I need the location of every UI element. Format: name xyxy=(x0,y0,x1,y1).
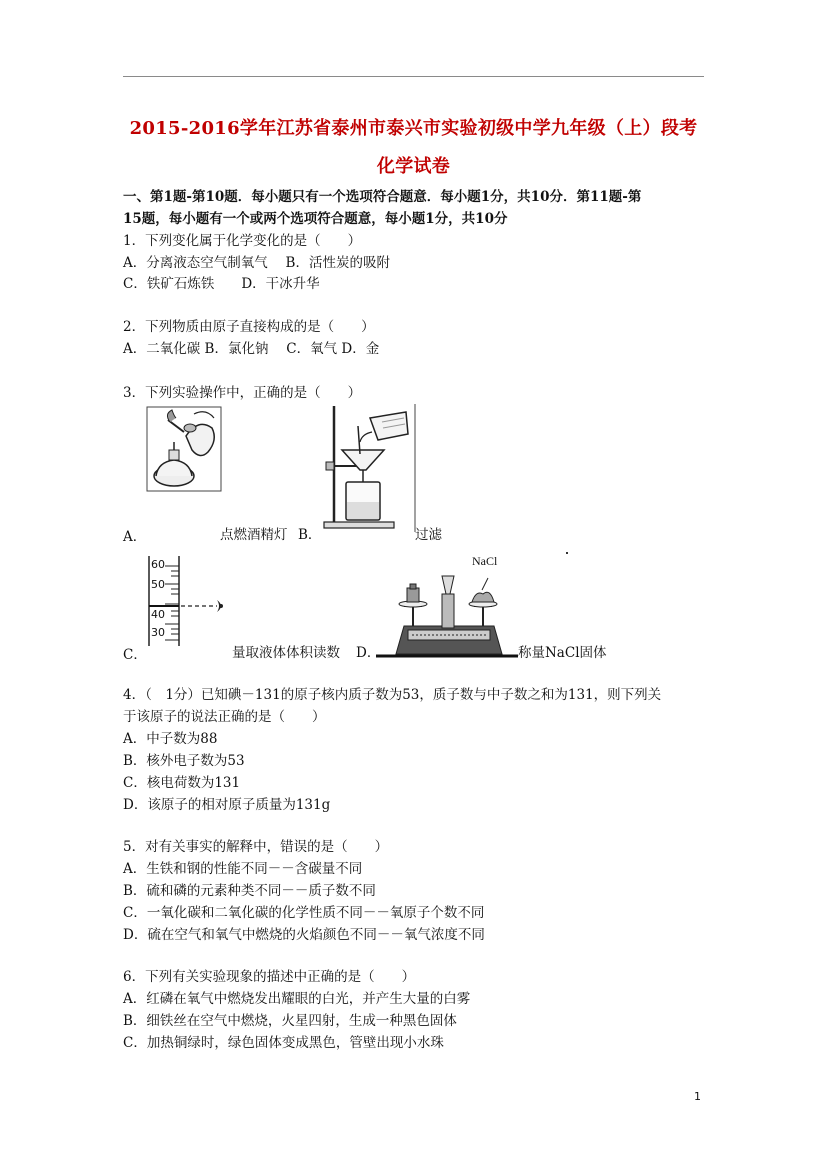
q5-option-c: C．一氧化碳和二氧化碳的化学性质不同－－氧原子个数不同 xyxy=(123,905,485,921)
q4-option-c: C．核电荷数为131 xyxy=(123,775,241,791)
q6-option-a: A．红磷在氧气中燃烧发出耀眼的白光，并产生大量的白雾 xyxy=(123,991,471,1007)
section-instruction-line2: 15题，每小题有一个或两个选项符合题意，每小题1分，共10分 xyxy=(123,211,508,227)
tick-label-50: 50 xyxy=(151,578,165,591)
filtration-figure xyxy=(320,404,416,532)
q3-option-c-caption: 量取液体体积读数 xyxy=(232,645,340,661)
q3-option-a-caption: 点燃酒精灯 xyxy=(220,527,288,543)
q3-option-c-letter: C． xyxy=(123,647,147,663)
q3-option-b-caption: 过滤 xyxy=(415,527,442,543)
q3-option-d-letter: D． xyxy=(356,645,381,661)
exam-title-line2: 化学试卷 xyxy=(376,156,451,177)
balance-figure xyxy=(376,554,518,660)
q4-stem-line1: 4．（ 1分）已知碘－131的原子核内质子数为53，质子数与中子数之和为131，则下列关 xyxy=(123,687,662,703)
q4-stem-line2: 于该原子的说法正确的是（ ） xyxy=(123,709,326,725)
q4-option-b: B．核外电子数为53 xyxy=(123,753,245,769)
tick-label-60: 60 xyxy=(151,558,165,571)
q6-option-b: B．细铁丝在空气中燃烧，火星四射，生成一种黑色固体 xyxy=(123,1013,457,1029)
nacl-label: NaCl xyxy=(472,554,498,568)
alcohol-lamp-figure xyxy=(146,406,222,492)
q3-stem: 3．下列实验操作中，正确的是（ ） xyxy=(123,385,362,401)
q1-stem: 1．下列变化属于化学变化的是（ ） xyxy=(123,233,362,249)
stray-dot xyxy=(566,552,568,554)
q4-option-d: D．该原子的相对原子质量为131g xyxy=(123,797,331,813)
q5-option-d: D．硫在空气和氧气中燃烧的火焰颜色不同－－氧气浓度不同 xyxy=(123,927,485,943)
q3-option-b-letter: B． xyxy=(298,527,322,543)
q6-stem: 6．下列有关实验现象的描述中正确的是（ ） xyxy=(123,969,416,985)
tick-label-40: 40 xyxy=(151,608,165,621)
q1-options-line2: C．铁矿石炼铁 D．干冰升华 xyxy=(123,276,320,292)
q5-option-b: B．硫和磷的元素种类不同－－质子数不同 xyxy=(123,883,376,899)
header-rule xyxy=(123,76,704,77)
section-instruction-line1: 一、第1题-第10题．每小题只有一个选项符合题意．每小题1分，共10分．第11题-第 xyxy=(123,189,642,205)
tick-label-30: 30 xyxy=(151,626,165,639)
q5-option-a: A．生铁和钢的性能不同－－含碳量不同 xyxy=(123,861,363,877)
graduated-cylinder-figure xyxy=(145,556,231,646)
page-number: 1 xyxy=(694,1090,701,1103)
q4-option-a: A．中子数为88 xyxy=(123,731,218,747)
q6-option-c: C．加热铜绿时，绿色固体变成黑色，管壁出现小水珠 xyxy=(123,1035,444,1051)
q3-option-a-letter: A． xyxy=(123,529,147,545)
q2-stem: 2．下列物质由原子直接构成的是（ ） xyxy=(123,319,375,335)
q3-option-d-caption: 称量NaCl固体 xyxy=(518,645,607,661)
balance-drawing xyxy=(376,554,518,660)
q5-stem: 5．对有关事实的解释中，错误的是（ ） xyxy=(123,839,389,855)
q2-options: A．二氧化碳 B．氯化钠 C．氧气 D．金 xyxy=(123,341,380,357)
q1-options-line1: A．分离液态空气制氧气 B．活性炭的吸附 xyxy=(123,255,390,271)
exam-title-line1: 2015-2016学年江苏省泰州市泰兴市实验初级中学九年级（上）段考 xyxy=(129,118,698,139)
